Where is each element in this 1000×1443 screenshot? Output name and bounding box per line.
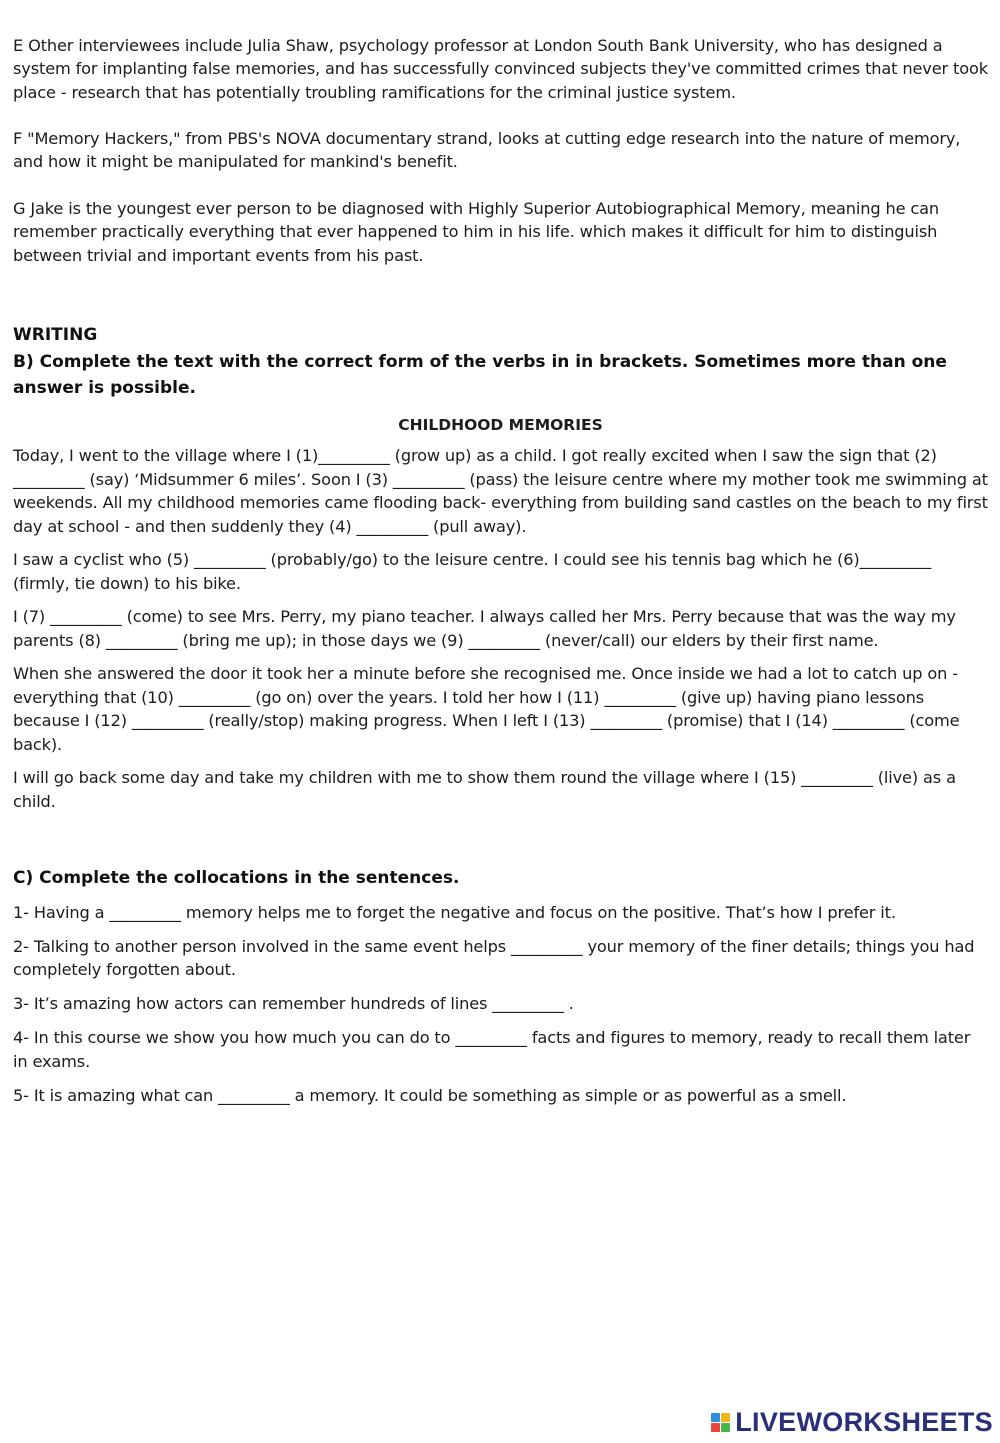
exercise-b-paragraph: I (7) _________ (come) to see Mrs. Perry, my piano teacher. I always called her Mrs. Perry because that was the way my parents (8) _________ (bring me up); in those days we (9) _________ (never/call) our elders by their first name.: [13, 607, 956, 650]
worksheet-page: [13, 34, 988, 1118]
collocation-item: 4- In this course we show you how much you can do to _________ facts and figures to memory, ready to recall them later in exams.: [13, 1028, 971, 1071]
collocations-section: [13, 865, 988, 1107]
writing-heading: WRITING: [13, 324, 98, 345]
liveworksheets-footer: [711, 1407, 993, 1438]
collocation-item: 1- Having a _________ memory helps me to forget the negative and focus on the positive. That’s how I prefer it.: [13, 902, 896, 922]
collocation-item: 2- Talking to another person involved in the same event helps _________ your memory of the finer details; things you had completely forgotten about.: [13, 936, 975, 980]
logo-block: [721, 1413, 730, 1422]
exercise-b-paragraph: I saw a cyclist who (5) _________ (probably/go) to the leisure centre. I could see his tennis bag which he (6)_________ (firmly, tie down) to his bike.: [13, 550, 932, 593]
logo-block: [721, 1423, 730, 1432]
reading-paragraph-f: F "Memory Hackers," from PBS's NOVA documentary strand, looks at cutting edge research into the nature of memory, and how it might be manipulated for mankind's benefit.: [13, 129, 961, 172]
reading-paragraph-e: E Other interviewees include Julia Shaw, psychology professor at London South Bank University, who has designed a system for implanting false memories, and has successfully convinced subjects they've committed crimes that never took place - research that has potentially troubling ramifications for the criminal justice system.: [13, 36, 988, 102]
exercise-b-paragraph: Today, I went to the village where I (1)_________ (grow up) as a child. I got really excited when I saw the sign that (2) _________ (say) ‘Midsummer 6 miles’. Soon I (3) _________ (pass) the leisure centre where my mother took me swimming at weekends. All my childhood memories came flooding back- everything from building sand castles on the beach to my first day at school - and then suddenly they (4) _________ (pull away).: [13, 446, 988, 536]
collocation-item: 5- It is amazing what can _________ a memory. It could be something as simple or as powerful as a smell.: [13, 1085, 847, 1105]
liveworksheets-brand: LIVEWORKSHEETS: [735, 1407, 993, 1437]
reading-paragraph-g: G Jake is the youngest ever person to be diagnosed with Highly Superior Autobiographical Memory, meaning he can remember practically everything that ever happened to him in his life. which makes it difficult for him to distinguish between trivial and important events from his past.: [13, 199, 940, 265]
exercise-b-instruction: B) Complete the text with the correct form of the verbs in in brackets. Sometimes more than one answer is possible.: [13, 351, 947, 399]
exercise-b-paragraph: When she answered the door it took her a minute before she recognised me. Once inside we had a lot to catch up on - everything that (10) _________ (go on) over the years. I told her how I (11) _________ (give up) having piano lessons because I (12) _________ (really/stop) making progress. When I left I (13) _________ (promise) that I (14) _________ (come back).: [13, 664, 960, 754]
logo-block: [711, 1413, 720, 1422]
logo-block: [711, 1423, 720, 1432]
exercise-c-heading: C) Complete the collocations in the sentences.: [13, 868, 460, 889]
exercise-b-paragraph: I will go back some day and take my children with me to show them round the village where I (15) _________ (live) as a child.: [13, 768, 956, 811]
writing-section: [13, 322, 988, 813]
collocation-item: 3- It’s amazing how actors can remember hundreds of lines _________ .: [13, 994, 574, 1014]
text-title: CHILDHOOD MEMORIES: [398, 416, 603, 435]
liveworksheets-logo-icon: [711, 1413, 730, 1432]
